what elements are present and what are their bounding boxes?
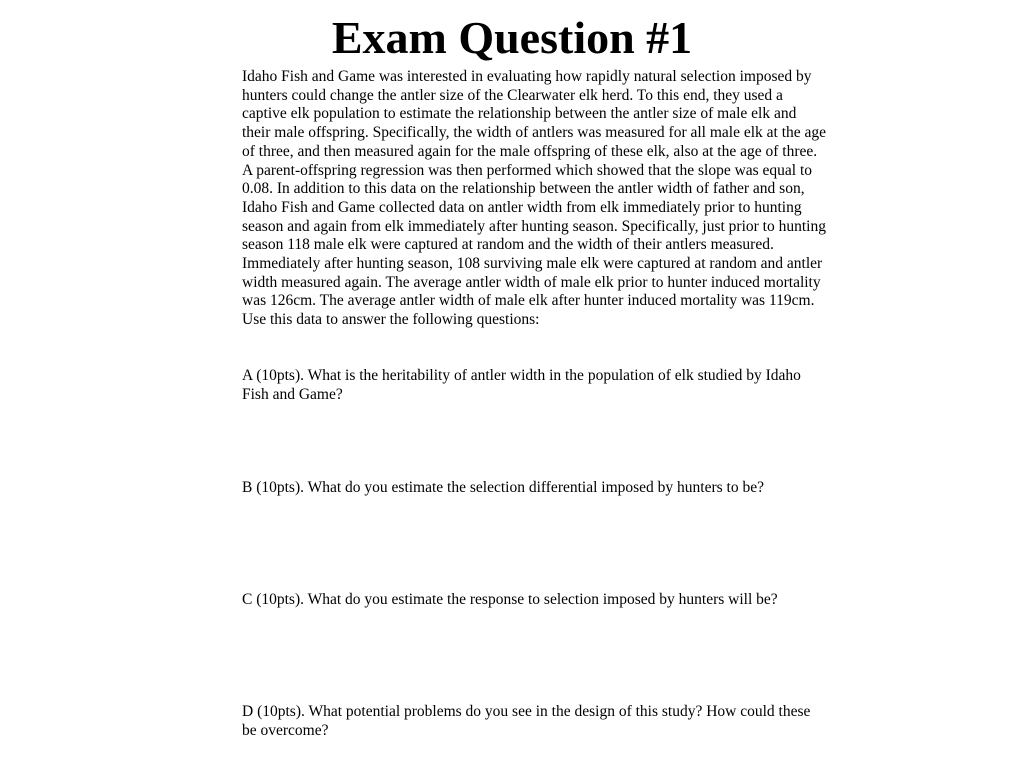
- question-intro: Idaho Fish and Game was interested in evaluating how rapidly natural selection imposed by hunters could change the antler size of the Clearwater elk herd. To this end, they used a captive elk population to estimate the relationship between the antler size of male elk and their male offspring. Specifically, the width of antlers was measured for all male elk at the age of three, and then measured again for the male offspring of these elk, also at the age of three. A parent-offspring regression was then performed which showed that the slope was equal to 0.08. In addition to this data on the relationship between the antler width of father and son, Idaho Fish and Game collected data on antler width from elk immediately prior to hunting season and again from elk immediately after hunting season. Specifically, just prior to hunting season 118 male elk were captured at random and the width of their antlers measured. Immediately after hunting season, 108 surviving male elk were captured at random and antler width measured again. The average antler width of male elk prior to hunter induced mortality was 126cm. The average antler width of male elk after hunter induced mortality was 119cm. Use this data to answer the following questions:: [242, 68, 827, 329]
- page-title: Exam Question #1: [331, 12, 693, 63]
- question-d: D (10pts). What potential problems do you see in the design of this study? How could these be overcome?: [242, 703, 811, 739]
- question-c: C (10pts). What do you estimate the response to selection imposed by hunters will be?: [242, 591, 778, 608]
- question-b: B (10pts). What do you estimate the selection differential imposed by hunters to be?: [242, 479, 764, 496]
- question-a: A (10pts). What is the heritability of antler width in the population of elk studied by Idaho Fish and Game?: [242, 367, 801, 403]
